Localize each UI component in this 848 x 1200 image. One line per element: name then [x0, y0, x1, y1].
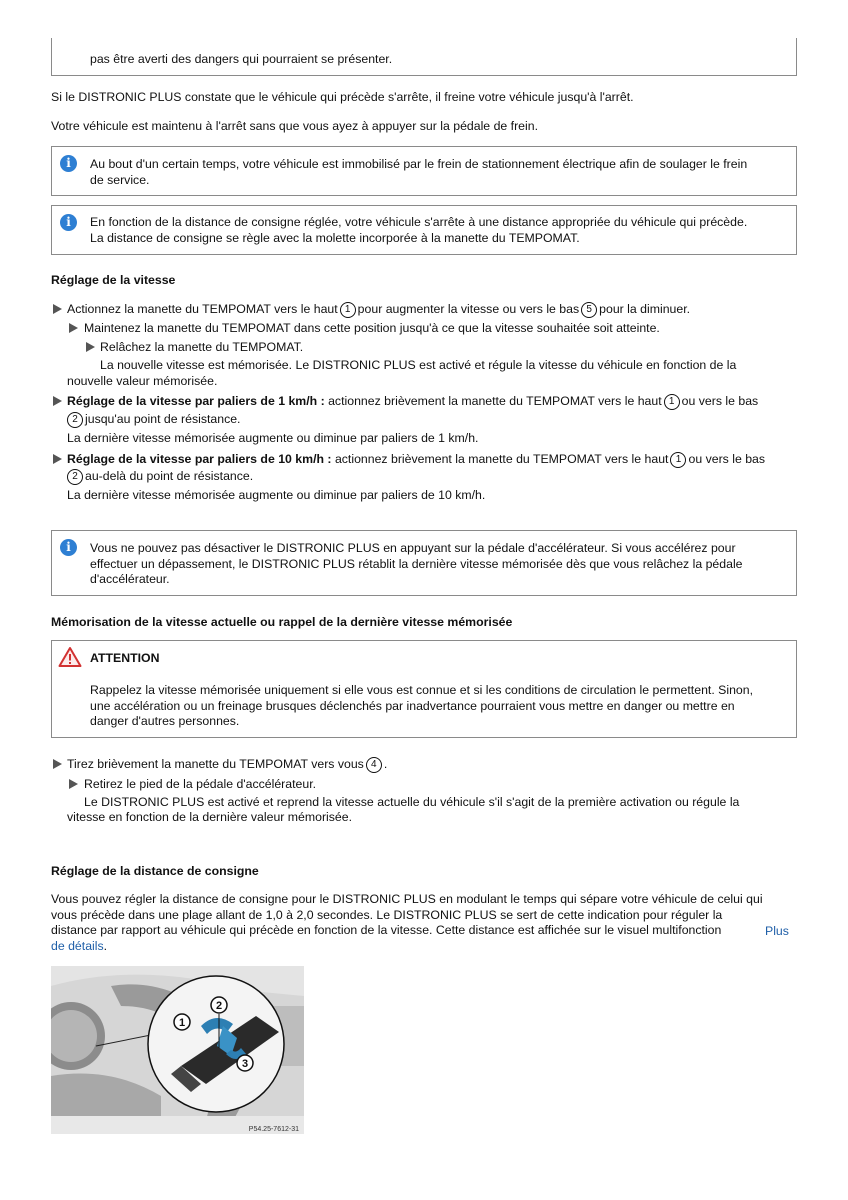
note-2-line-2: La distance de consigne se règle avec la molette incorporée à la manette du TEMPOMAT.	[90, 231, 580, 245]
step-10kmh-cont	[65, 469, 253, 485]
step-10kmh-result: La dernière vitesse mémorisée augmente ou diminue par paliers de 10 km/h.	[67, 488, 486, 502]
step-arrow-icon	[53, 304, 62, 314]
top-note-text: pas être averti des dangers qui pourraient se présenter.	[90, 52, 393, 66]
note-3-line-3: d'accélérateur.	[90, 572, 170, 586]
top-note-box	[51, 38, 797, 76]
warning-line-1: Rappelez la vitesse mémorisée uniquement si elle vous est connue et si les conditions de circulation le permettent. Sinon,	[90, 683, 754, 697]
step-text: ou vers le bas	[681, 394, 759, 408]
distance-line-1: Vous pouvez régler la distance de consigne pour le DISTRONIC PLUS en modulant le temps qui sépare votre véhicule de celui qui	[51, 892, 763, 906]
step-text: pour augmenter la vitesse ou vers le bas	[357, 302, 580, 316]
step-1kmh	[67, 394, 758, 410]
result-line-2: vitesse en fonction de la dernière valeur mémorisée.	[67, 810, 353, 824]
section-heading-distance: Réglage de la distance de consigne	[51, 864, 259, 878]
step-text: ou vers le bas	[688, 452, 766, 466]
note-1-line-2: de service.	[90, 173, 150, 187]
info-icon: i	[60, 539, 77, 556]
callout-1-icon: 1	[670, 452, 686, 468]
result-line-2: nouvelle valeur mémorisée.	[67, 374, 218, 388]
note-2-line-1: En fonction de la distance de consigne réglée, votre véhicule s'arrête à une distance appropriée du véhicule qui précède.	[90, 215, 748, 229]
section-heading-memorize: Mémorisation de la vitesse actuelle ou rappel de la dernière vitesse mémorisée	[51, 615, 513, 629]
warning-line-2: une accélération ou un freinage brusques déclenchés par inadvertance pourraient vous mettre en danger ou mettre en	[90, 699, 735, 713]
step-text: .	[383, 757, 388, 771]
warning-title: ATTENTION	[90, 651, 160, 665]
step-text: Actionnez la manette du TEMPOMAT vers le haut	[67, 302, 338, 316]
step-1kmh-result: La dernière vitesse mémorisée augmente ou diminue par paliers de 1 km/h.	[67, 431, 479, 445]
section-heading-speed: Réglage de la vitesse	[51, 273, 176, 287]
step-pull-lever	[67, 757, 387, 773]
step-bold-label: Réglage de la vitesse par paliers de 10 km/h :	[67, 452, 332, 466]
step-hold-lever: Maintenez la manette du TEMPOMAT dans cette position jusqu'à ce que la vitesse souhaitée soit atteinte.	[84, 321, 660, 335]
result-line-1: La nouvelle vitesse est mémorisée. Le DISTRONIC PLUS est activé et régule la vitesse du véhicule en fonction de la	[100, 358, 737, 372]
warning-triangle-icon	[58, 646, 82, 668]
info-note-1	[51, 146, 797, 196]
callout-2-icon: 2	[67, 469, 83, 485]
warning-line-3: danger d'autres personnes.	[90, 714, 240, 728]
distance-line-2: vous précède dans une plage allant de 1,0 à 2,0 secondes. Le DISTRONIC PLUS se sert de cette indication pour réguler la	[51, 908, 723, 922]
warning-box	[51, 640, 797, 738]
step-arrow-icon	[69, 323, 78, 333]
callout-1-icon: 1	[340, 302, 356, 318]
figure-code: P54.25-7612-31	[248, 1126, 299, 1133]
info-icon: i	[60, 214, 77, 231]
step-text: pour la diminuer.	[599, 302, 691, 316]
step-release-pedal: Retirez le pied de la pédale d'accélérateur.	[84, 777, 317, 791]
paragraph-hold: Votre véhicule est maintenu à l'arrêt sans que vous ayez à appuyer sur la pédale de frein.	[51, 119, 538, 133]
note-1-line-1: Au bout d'un certain temps, votre véhicule est immobilisé par le frein de stationnement électrique afin de soulager le frein	[90, 157, 748, 171]
distance-line-3: distance par rapport au véhicule qui précède en fonction de la vitesse. Cette distance est affichée sur le visuel multifonction	[51, 923, 722, 937]
step-text: au-delà du point de résistance.	[85, 469, 254, 483]
step-bold-label: Réglage de la vitesse par paliers de 1 km/h :	[67, 394, 325, 408]
more-details-line	[51, 939, 107, 954]
callout-2-icon: 2	[67, 412, 83, 428]
result-line-1: Le DISTRONIC PLUS est activé et reprend la vitesse actuelle du véhicule s'il s'agit de la première activation ou régule la	[84, 795, 740, 809]
paragraph-stop: Si le DISTRONIC PLUS constate que le véhicule qui précède s'arrête, il freine votre véhicule jusqu'à l'arrêt.	[51, 90, 634, 104]
step-text: jusqu'au point de résistance.	[85, 412, 241, 426]
cruise-control-lever-figure	[51, 966, 304, 1134]
more-details-link-part1[interactable]: Plus	[765, 924, 789, 938]
step-arrow-icon	[53, 759, 62, 769]
step-actuate-lever	[67, 302, 690, 318]
info-note-3	[51, 530, 797, 596]
figure-callout-1: 1	[178, 1017, 186, 1029]
step-arrow-icon	[53, 396, 62, 406]
step-10kmh	[67, 452, 765, 468]
step-arrow-icon	[69, 779, 78, 789]
callout-4-icon: 4	[366, 757, 382, 773]
period: .	[103, 939, 108, 953]
step-arrow-icon	[53, 454, 62, 464]
info-note-2	[51, 205, 797, 255]
step-release-lever: Relâchez la manette du TEMPOMAT.	[100, 340, 304, 354]
note-3-line-1: Vous ne pouvez pas désactiver le DISTRONIC PLUS en appuyant sur la pédale d'accélérateur. Si vous accélérez pour	[90, 541, 736, 555]
figure-callout-3: 3	[241, 1058, 249, 1070]
figure-callout-2: 2	[215, 1000, 223, 1012]
more-details-link[interactable]: de détails	[51, 939, 104, 953]
step-text: Tirez brièvement la manette du TEMPOMAT vers vous	[67, 757, 364, 771]
lever-illustration	[51, 966, 304, 1134]
step-text: actionnez brièvement la manette du TEMPOMAT vers le haut	[328, 394, 662, 408]
callout-1-icon: 1	[664, 394, 680, 410]
step-arrow-icon	[86, 342, 95, 352]
step-text: actionnez brièvement la manette du TEMPOMAT vers le haut	[334, 452, 669, 466]
callout-5-icon: 5	[581, 302, 597, 318]
step-1kmh-cont	[65, 412, 240, 428]
info-icon: i	[60, 155, 77, 172]
note-3-line-2: effectuer un dépassement, le DISTRONIC PLUS rétablit la dernière vitesse mémorisée dès que vous relâchez la pédale	[90, 557, 743, 571]
